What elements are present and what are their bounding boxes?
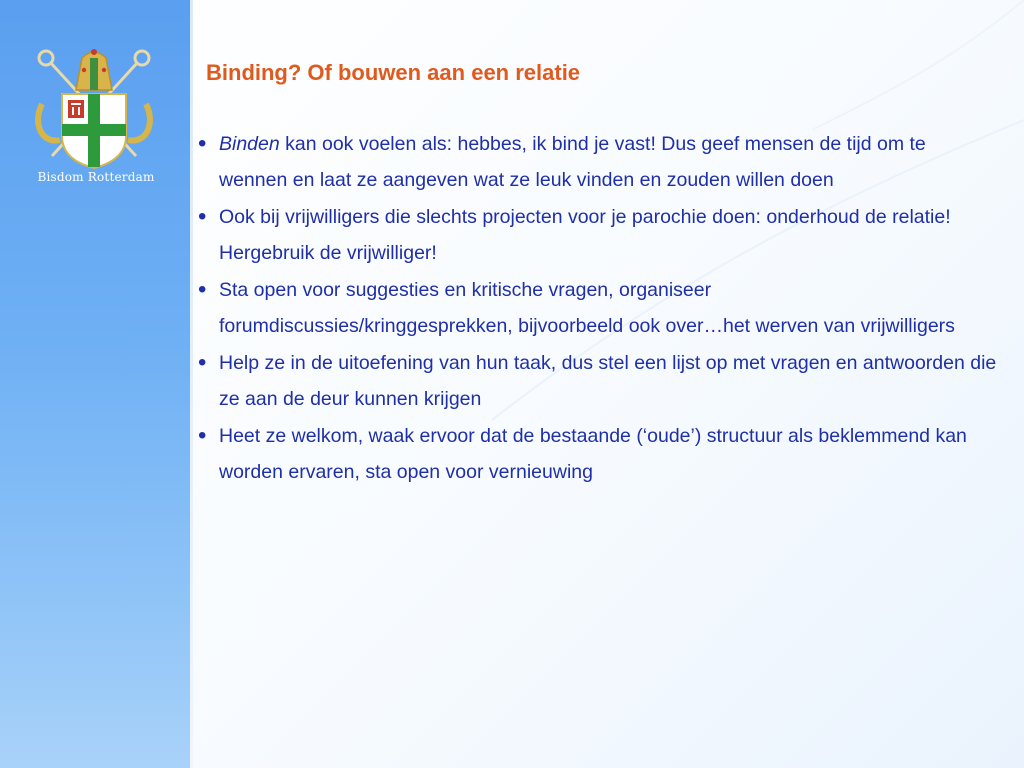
bullet-item <box>198 272 998 344</box>
bullet-item <box>198 126 998 198</box>
bullet-emphasis: Binden <box>219 133 280 155</box>
bullet-text: Help ze in de uitoefening van hun taak, dus stel een lijst op met vragen en antwoorden die ze aan de deur kunnen krijgen <box>219 352 997 410</box>
organization-name: Bisdom Rotterdam <box>37 170 155 184</box>
bullet-list <box>198 126 998 491</box>
bullet-icon: • <box>198 422 207 449</box>
bullet-item <box>198 418 998 490</box>
bullet-icon: • <box>198 276 207 303</box>
bullet-text: Ook bij vrijwilligers die slechts projecten voor je parochie doen: onderhoud de relatie! Hergebruik de vrijwilliger! <box>219 206 951 264</box>
bullet-text: Heet ze welkom, waak ervoor dat de bestaande (‘oude’) structuur als beklemmend kan worden ervaren, sta open voor vernieuwing <box>219 425 967 483</box>
bullet-item <box>198 345 998 417</box>
bullet-text: kan ook voelen als: hebbes, ik bind je vast! Dus geef mensen de tijd om te wennen en laat ze aangeven wat ze leuk vinden en zouden willen doen <box>219 133 926 191</box>
bullet-text: Sta open voor suggesties en kritische vragen, organiseer forumdiscussies/kringgesprekken, bijvoorbeeld ook over…het werven van vrijwilligers <box>219 279 955 337</box>
bullet-icon: • <box>198 130 207 157</box>
bullet-icon: • <box>198 203 207 230</box>
sidebar <box>0 0 192 768</box>
bullet-icon: • <box>198 349 207 376</box>
bullet-item <box>198 199 998 271</box>
slide-title: Binding? Of bouwen aan een relatie <box>206 60 581 85</box>
sidebar-divider <box>190 0 193 768</box>
diocese-coat-of-arms-icon <box>32 44 156 172</box>
